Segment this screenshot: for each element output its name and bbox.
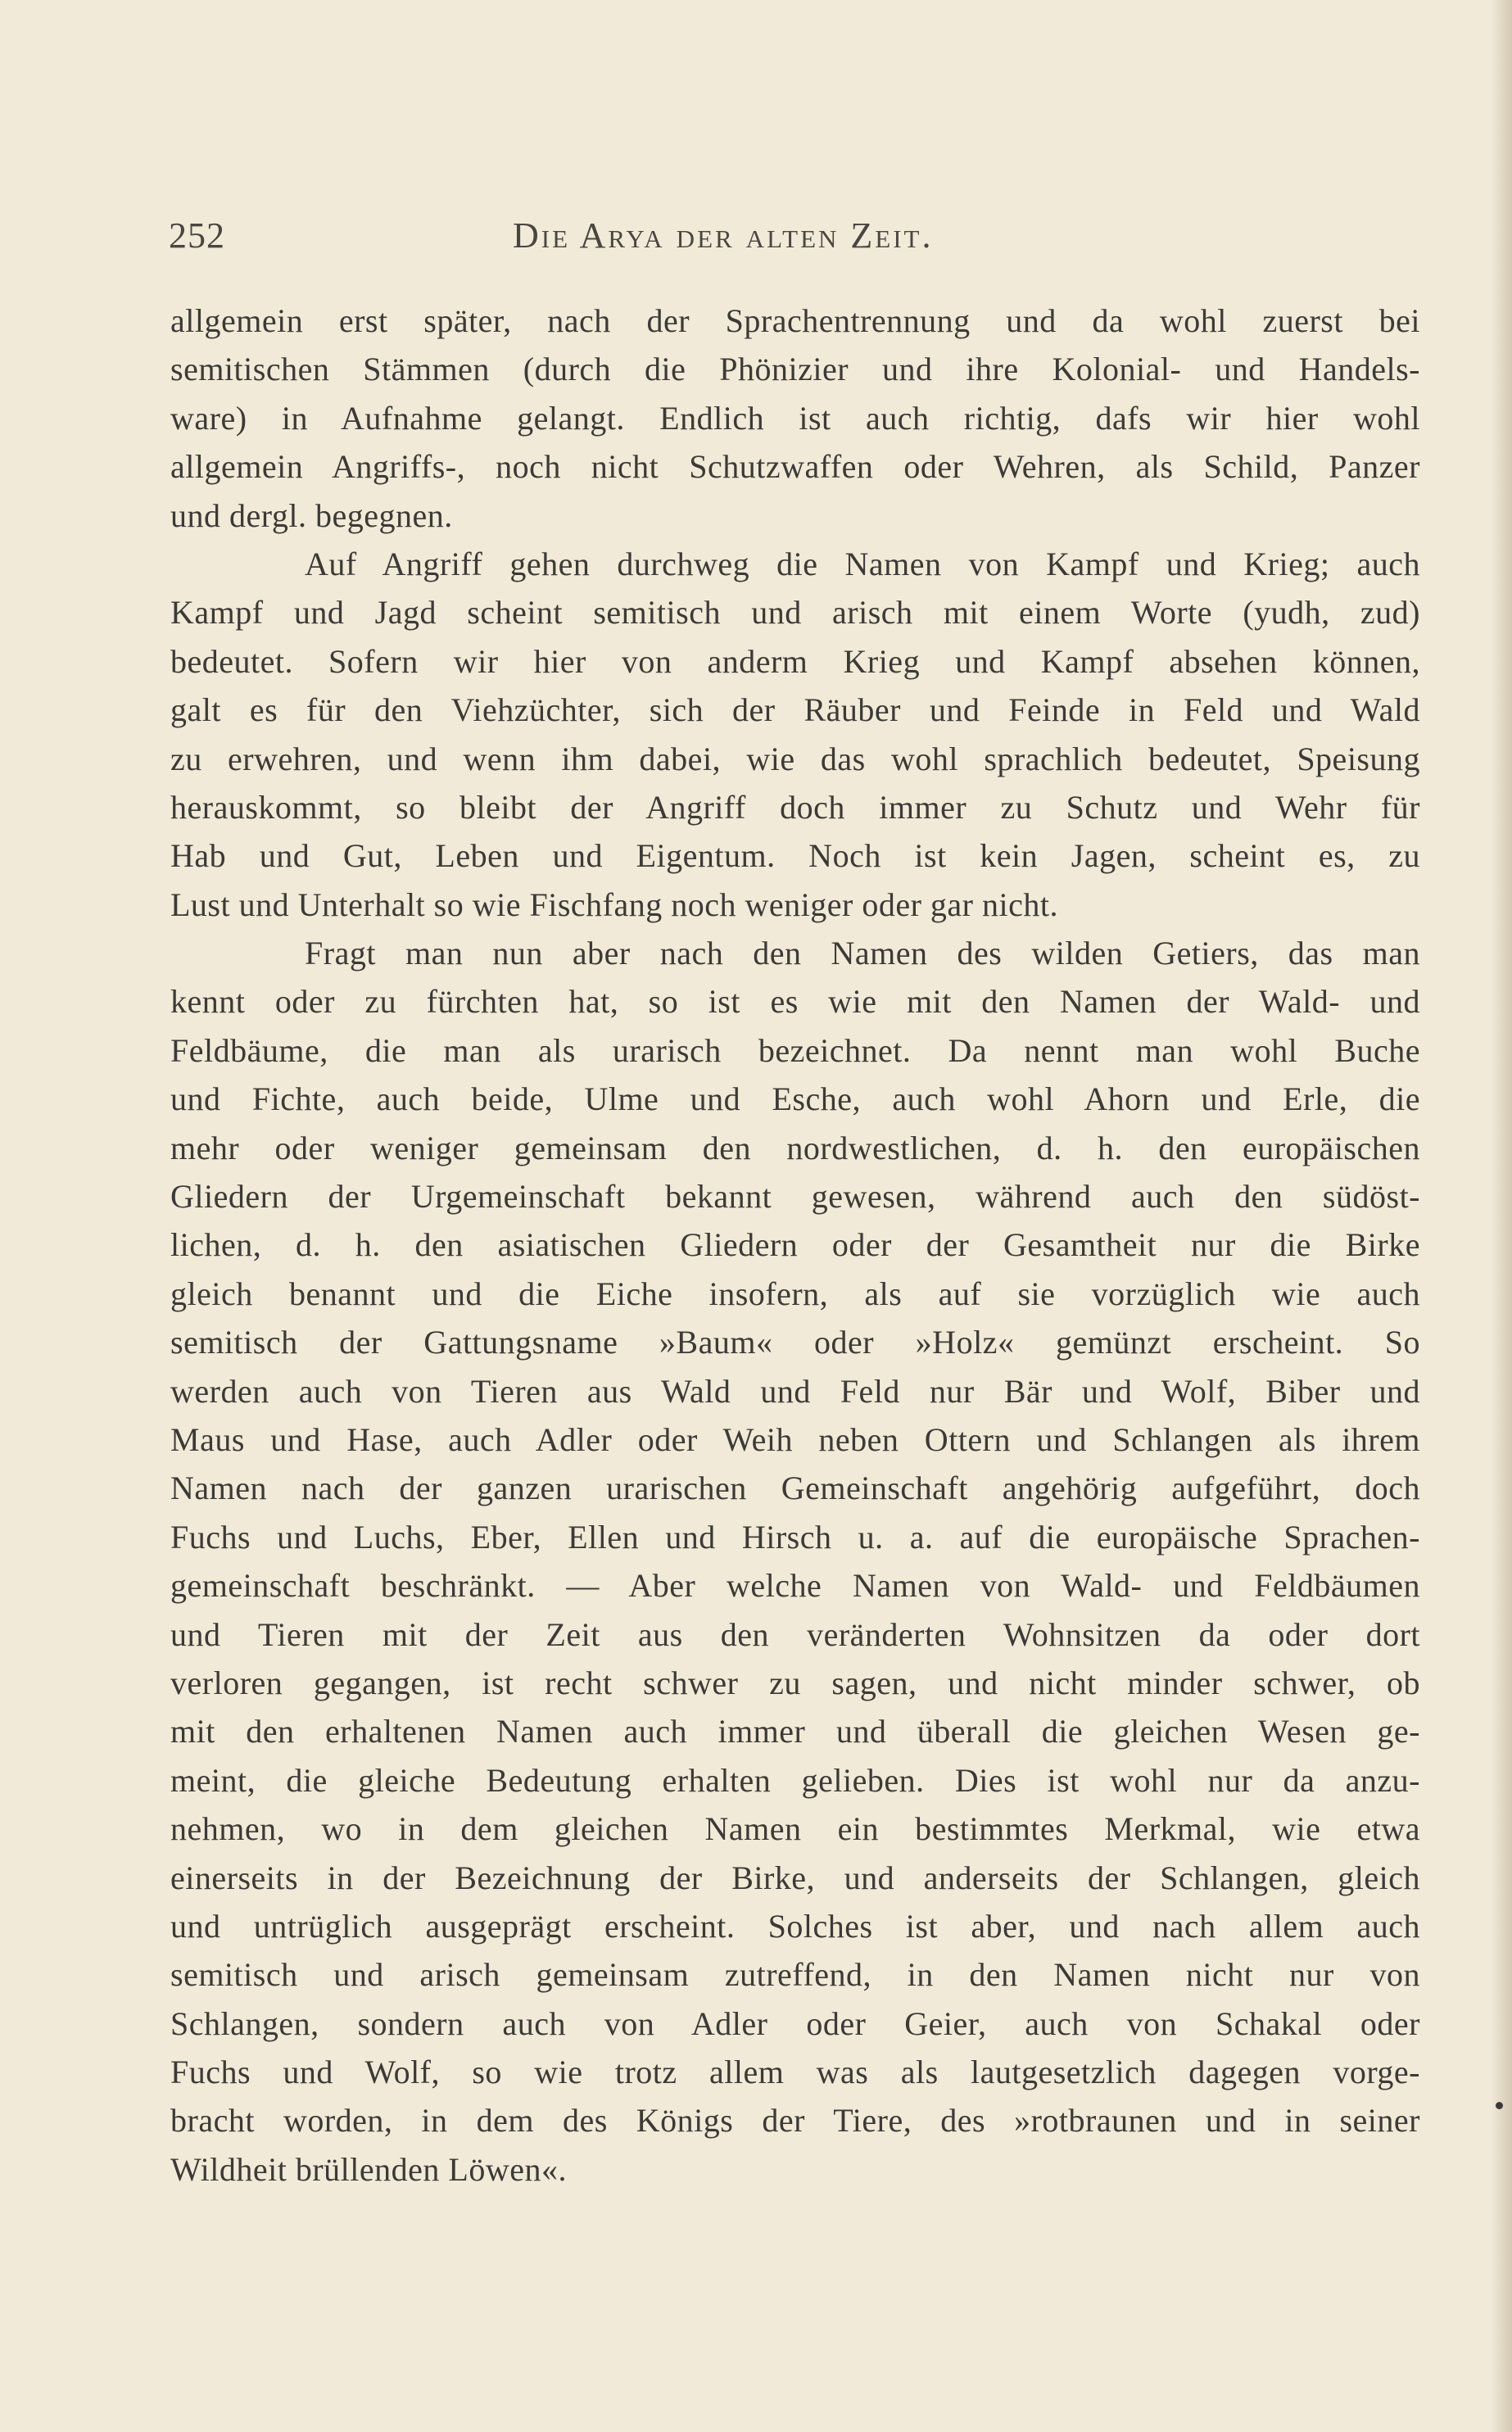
running-head: Die Arya der alten Zeit. (513, 215, 934, 256)
page-edge-shadow (1491, 0, 1512, 2432)
text-line: zu erwehren, und wenn ihm dabei, wie das wohl sprachlich bedeutet, Speisung (170, 740, 1420, 777)
page-header (169, 215, 1446, 264)
text-line: Wildheit brüllenden Löwen«. (170, 2150, 567, 2188)
paragraph (170, 297, 1420, 540)
paragraph (170, 929, 1420, 2194)
margin-dot (1496, 2102, 1503, 2109)
text-line: ware) in Aufnahme gelangt. Endlich ist auch richtig, dafs wir hier wohl (170, 399, 1420, 437)
text-line: semitisch der Gattungsname »Baum« oder »Holz« gemünzt erscheint. So (170, 1324, 1420, 1361)
text-line: Gliedern der Urgemeinschaft bekannt gewesen, während auch den südöst- (170, 1178, 1420, 1216)
text-line: semitischen Stämmen (durch die Phönizier und ihre Kolonial- und Handels- (170, 351, 1420, 388)
text-line: Hab und Gut, Leben und Eigentum. Noch ist kein Jagen, scheint es, zu (170, 837, 1420, 875)
text-line: und dergl. begegnen. (170, 496, 453, 534)
text-line: galt es für den Viehzüchter, sich der Räuber und Feinde in Feld und Wald (170, 691, 1420, 729)
text-line: und untrüglich ausgeprägt erscheint. Solches ist aber, und nach allem auch (170, 1907, 1420, 1945)
text-line: nehmen, wo in dem gleichen Namen ein bestimmtes Merkmal, wie etwa (170, 1810, 1420, 1848)
text-line: einerseits in der Bezeichnung der Birke, und anderseits der Schlangen, gleich (170, 1859, 1420, 1896)
text-line: Fuchs und Wolf, so wie trotz allem was als lautgesetzlich dagegen vorge- (170, 2054, 1420, 2091)
text-line: und Fichte, auch beide, Ulme und Esche, auch wohl Ahorn und Erle, die (170, 1080, 1420, 1118)
text-line: semitisch und arisch gemeinsam zutreffend, in den Namen nicht nur von (170, 1956, 1420, 1994)
text-line: allgemein erst später, nach der Sprachentrennung und da wohl zuerst bei (170, 302, 1420, 339)
text-line: Auf Angriff gehen durchweg die Namen von Kampf und Krieg; auch (305, 545, 1420, 582)
page-number: 252 (169, 215, 225, 256)
text-line: Feldbäume, die man als urarisch bezeichnet. Da nennt man wohl Buche (170, 1031, 1420, 1069)
text-line: Namen nach der ganzen urarischen Gemeinschaft angehörig aufgeführt, doch (170, 1470, 1420, 1507)
paragraph (170, 540, 1420, 929)
text-line: Lust und Unterhalt so wie Fischfang noch weniger oder gar nicht. (170, 885, 1058, 923)
text-line: bracht worden, in dem des Königs der Tiere, des »rotbraunen und in seiner (170, 2102, 1420, 2140)
text-line: gemeinschaft beschränkt. — Aber welche Namen von Wald- und Feldbäumen (170, 1567, 1420, 1605)
text-line: mehr oder weniger gemeinsam den nordwestlichen, d. h. den europäischen (170, 1129, 1420, 1166)
body-text (170, 297, 1420, 2194)
text-line: Schlangen, sondern auch von Adler oder Geier, auch von Schakal oder (170, 2004, 1420, 2042)
text-line: herauskommt, so bleibt der Angriff doch immer zu Schutz und Wehr für (170, 788, 1420, 826)
text-line: verloren gegangen, ist recht schwer zu sagen, und nicht minder schwer, ob (170, 1664, 1420, 1701)
text-line: gleich benannt und die Eiche insofern, als auf sie vorzüglich wie auch (170, 1275, 1420, 1312)
text-line: Fragt man nun aber nach den Namen des wilden Getiers, das man (305, 935, 1420, 972)
text-line: kennt oder zu fürchten hat, so ist es wie mit den Namen der Wald- und (170, 983, 1420, 1021)
text-line: und Tieren mit der Zeit aus den veränderten Wohnsitzen da oder dort (170, 1615, 1420, 1653)
text-line: bedeutet. Sofern wir hier von anderm Krieg und Kampf absehen können, (170, 642, 1420, 680)
text-line: Fuchs und Luchs, Eber, Ellen und Hirsch u. a. auf die europäische Sprachen- (170, 1518, 1420, 1556)
text-line: Maus und Hase, auch Adler oder Weih neben Ottern und Schlangen als ihrem (170, 1420, 1420, 1458)
text-line: Kampf und Jagd scheint semitisch und arisch mit einem Worte (yudh, zud) (170, 594, 1420, 632)
text-line: allgemein Angriffs-, noch nicht Schutzwaffen oder Wehren, als Schild, Panzer (170, 448, 1420, 486)
text-line: meint, die gleiche Bedeutung erhalten gelieben. Dies ist wohl nur da anzu- (170, 1761, 1420, 1799)
text-line: werden auch von Tieren aus Wald und Feld nur Bär und Wolf, Biber und (170, 1372, 1420, 1410)
text-line: mit den erhaltenen Namen auch immer und überall die gleichen Wesen ge- (170, 1713, 1420, 1750)
text-line: lichen, d. h. den asiatischen Gliedern oder der Gesamtheit nur die Birke (170, 1226, 1420, 1264)
